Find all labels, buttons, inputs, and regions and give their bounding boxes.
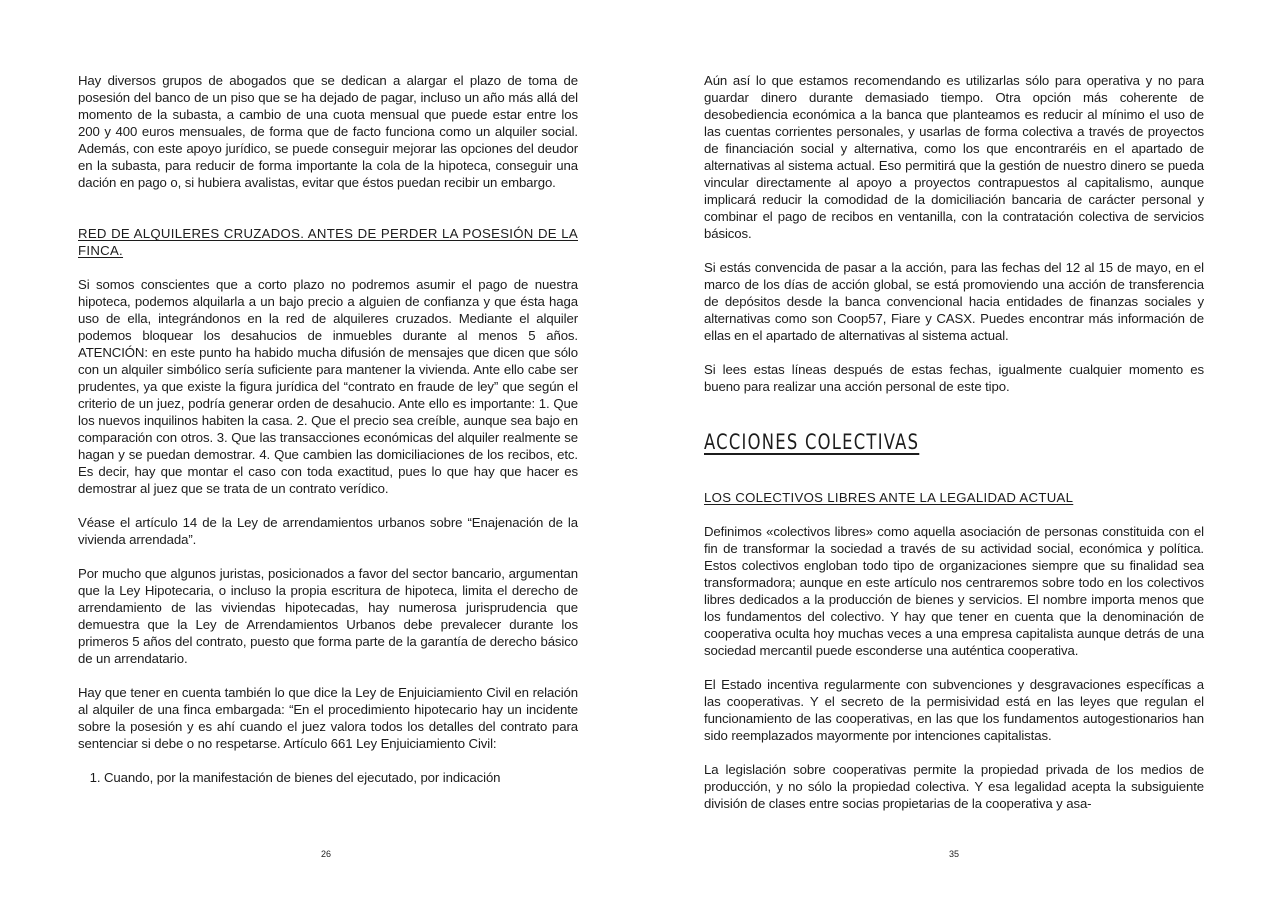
- paragraph: Si lees estas líneas después de estas fechas, igualmente cualquier momento es bueno para realizar una acción personal de este tipo.: [704, 362, 1204, 394]
- page-number: 26: [320, 849, 331, 859]
- right-text-column: [704, 72, 1204, 812]
- paragraph: Véase el artículo 14 de la Ley de arrendamientos urbanos sobre “Enajenación de la vivienda arrendada”.: [78, 515, 578, 547]
- left-text-column: [78, 72, 578, 786]
- paragraph: Aún así lo que estamos recomendando es utilizarlas sólo para operativa y no para guardar dinero durante demasiado tiempo. Otra opción más coherente de desobediencia económica a la banca que planteamos es reducir al mínimo el uso de las cuentas corrientes personales, y usarlas de forma colectiva a través de proyectos de financiación social y alternativa, como los que encontraréis en el apartado de alternativas al sistema actual. Eso permitirá que la gestión de nuestro dinero se pueda vincular directamente al apoyo a proyectos contrapuestos al capitalismo, aunque implicará reducir la comodidad de la domiciliación bancaria de carácter personal y combinar el pago de recibos en ventanilla, con la contratación colectiva de servicios básicos.: [704, 73, 1204, 241]
- right-page: [640, 0, 1280, 916]
- subheading: LOS COLECTIVOS LIBRES ANTE LA LEGALIDAD ACTUAL: [704, 490, 1074, 505]
- numbered-list: [78, 769, 578, 786]
- paragraph: Definimos «colectivos libres» como aquella asociación de personas constituida con el fin de transformar la sociedad a través de su actividad social, económica y política. Estos colectivos engloban todo tipo de organizaciones siempre que su finalidad sea transformadora; aunque en este artículo nos centraremos sobre todo en los colectivos libres dedicados a la producción de bienes y servicios. El nombre importa menos que los fundamentos del colectivo. Y hay que tener en cuenta que la denominación de cooperativa oculta hoy muchas veces a una empresa capitalista aunque detrás de una sociedad mercantil puede esconderse una auténtica cooperativa.: [704, 524, 1204, 658]
- paragraph: La legislación sobre cooperativas permite la propiedad privada de los medios de producción, y no sólo la propiedad colectiva. Y esa legalidad acepta la subsiguiente división de clases entre socias propietarias de la cooperativa y asa-: [704, 762, 1204, 811]
- paragraph: Hay que tener en cuenta también lo que dice la Ley de Enjuiciamiento Civil en relación al alquiler de una finca embargada: “En el procedimiento hipotecario hay un incidente sobre la posesión y es ahí cuando el juez valora todos los detalles del contrato para sentenciar si debe o no respetarse. Artículo 661 Ley Enjuiciamiento Civil:: [78, 685, 578, 751]
- paragraph: El Estado incentiva regularmente con subvenciones y desgravaciones específicas a las cooperativas. Y el secreto de la permisividad está en las leyes que regulan el funcionamiento de las cooperativas, en las que los fundamentos autogestionarios han sido reemplazados mayormente por intenciones capitalistas.: [704, 677, 1204, 743]
- paragraph: Por mucho que algunos juristas, posicionados a favor del sector bancario, argumentan que la Ley Hipotecaria, o incluso la propia escritura de hipoteca, limita el derecho de arrendamiento de las viviendas hipotecadas, hay numerosa jurisprudencia que demuestra que la Ley de Arrendamientos Urbanos debe prevalecer durante los primeros 5 años del contrato, puesto que forma parte de la garantía de derecho básico de un arrendatario.: [78, 566, 578, 666]
- paragraph: Si somos conscientes que a corto plazo no podremos asumir el pago de nuestra hipoteca, podemos alquilarla a un bajo precio a alguien de confianza y que ésta haga uso de ella, integrándonos en la red de alquileres cruzados. Mediante el alquiler podemos bloquear los desahucios de inmuebles durante al menos 5 años. ATENCIÓN: en este punto ha habido mucha difusión de mensajes que dicen que sólo con un alquiler simbólico sería suficiente para mantener la vivienda. Ante ello cabe ser prudentes, ya que existe la figura jurídica del “contrato en fraude de ley” que según el criterio de un juez, podría generar orden de desahucio. Ante ello es importante: 1. Que los nuevos inquilinos habiten la casa. 2. Que el precio sea creíble, aunque sea bajo en comparación con otros. 3. Que las transacciones económicas del alquiler realmente se hagan y se puedan demostrar. 4. Que cambien las domiciliaciones de los recibos, etc. Es decir, hay que montar el caso con toda exactitud, pues lo que hay que hacer es demostrar al juez que se trata de un contrato verídico.: [78, 277, 578, 496]
- page-number: 35: [948, 849, 959, 859]
- section-title: ACCIONES COLECTIVAS: [704, 430, 920, 454]
- paragraph: Si estás convencida de pasar a la acción, para las fechas del 12 al 15 de mayo, en el marco de los días de acción global, se está promoviendo una acción de transferencia de depósitos desde la banca convencional hacia entidades de finanzas sociales y alternativas como son Coop57, Fiare y CASX. Puedes encontrar más información de ellas en el apartado de alternativas al sistema actual.: [704, 260, 1204, 343]
- subheading: RED DE ALQUILERES CRUZADOS. ANTES DE PERDER LA POSESIÓN DE LA FINCA.: [78, 226, 578, 258]
- paragraph: Hay diversos grupos de abogados que se dedican a alargar el plazo de toma de posesión del banco de un piso que se ha dejado de pagar, incluso un año más allá del momento de la subasta, a cambio de una cuota mensual que puede estar entre los 200 y 400 euros mensuales, de forma que de facto funciona como un alquiler social. Además, con este apoyo jurídico, se puede conseguir mejorar las opciones del deudor en la subasta, para reducir de forma importante la cola de la hipoteca, conseguir una dación en pago o, si hubiera avalistas, evitar que éstos puedan recibir un embargo.: [78, 73, 578, 190]
- list-item: 1. Cuando, por la manifestación de bienes del ejecutado, por indicación: [104, 769, 578, 786]
